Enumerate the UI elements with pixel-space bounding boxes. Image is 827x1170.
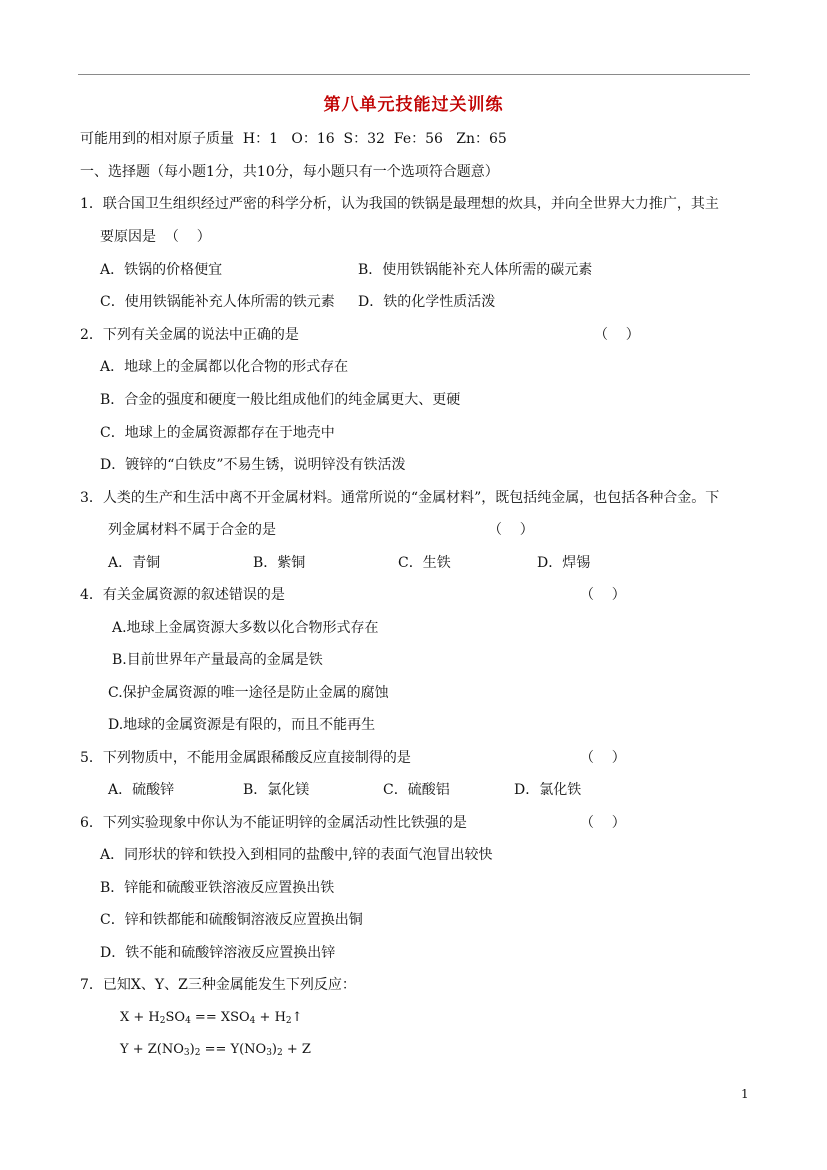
q2-option-a: A．地球上的金属都以化合物的形式存在 <box>100 359 349 375</box>
q4-option-b: B.目前世界年产量最高的金属是铁 <box>112 652 323 668</box>
q4-option-c: C.保护金属资源的唯一途径是防止金属的腐蚀 <box>108 685 389 701</box>
q5-option-d: D．氯化铁 <box>514 782 582 798</box>
q3-answer-bracket: （ ） <box>488 522 534 538</box>
q5-option-a: A．硫酸锌 <box>108 782 175 798</box>
q4-option-a: A.地球上金属资源大多数以化合物形式存在 <box>112 620 379 636</box>
section-heading: 一、选择题（每小题1分，共10分，每小题只有一个选项符合题意） <box>80 164 499 180</box>
q6-option-b: B．锌能和硫酸亚铁溶液反应置换出铁 <box>100 880 335 896</box>
q4-answer-bracket: （ ） <box>580 587 626 603</box>
q3-stem-line2: 列金属材料不属于合金的是 <box>108 522 276 538</box>
page-title: 第八单元技能过关训练 <box>323 95 504 115</box>
q7-equation-2: $Y + Z(NO_3)_2 == Y(NO_3)_2 + Z$ <box>120 1042 311 1058</box>
q1-option-d: D．铁的化学性质活泼 <box>358 294 496 310</box>
q5-answer-bracket: （ ） <box>580 750 626 766</box>
q1-stem-line2: 要原因是 （ ） <box>100 229 211 245</box>
q2-option-b: B．合金的强度和硬度一般比组成他们的纯金属更大、更硬 <box>100 392 461 408</box>
q6-stem: 6．下列实验现象中你认为不能证明锌的金属活动性比铁强的是 <box>80 815 467 831</box>
q6-option-c: C．锌和铁都能和硫酸铜溶液反应置换出铜 <box>100 912 363 928</box>
q3-option-a: A．青铜 <box>108 555 161 571</box>
q6-option-d: D．铁不能和硫酸锌溶液反应置换出锌 <box>100 945 336 961</box>
q1-option-c: C．使用铁锅能补充人体所需的铁元素 <box>100 294 335 310</box>
q3-option-b: B．紫铜 <box>253 555 306 571</box>
atomic-masses: 可能用到的相对原子质量 H：1 O：16 S：32 Fe：56 Zn：65 <box>80 131 507 147</box>
q4-option-d: D.地球的金属资源是有限的，而且不能再生 <box>108 717 376 733</box>
page-number: 1 <box>741 1087 749 1101</box>
q4-stem: 4．有关金属资源的叙述错误的是 <box>80 587 285 603</box>
q5-stem: 5．下列物质中，不能用金属跟稀酸反应直接制得的是 <box>80 750 411 766</box>
q1-stem-line1: 1．联合国卫生组织经过严密的科学分析，认为我国的铁锅是最理想的炊具，并向全世界大力推广，其主 <box>80 196 719 212</box>
q3-stem-line1: 3．人类的生产和生活中离不开金属材料。通常所说的“金属材料”，既包括纯金属，也包括各种合金。下 <box>80 490 720 506</box>
q5-option-c: C．硫酸铝 <box>383 782 450 798</box>
q2-stem: 2．下列有关金属的说法中正确的是 <box>80 327 299 343</box>
q2-option-d: D．镀锌的“白铁皮”不易生锈，说明锌没有铁活泼 <box>100 457 406 473</box>
q1-option-b: B．使用铁锅能补充人体所需的碳元素 <box>358 262 593 278</box>
q7-equation-1: $X + H_2SO_4 == XSO_4$ + $H_2↑$ <box>120 1010 303 1026</box>
q3-option-c: C．生铁 <box>398 555 451 571</box>
q3-option-d: D．焊锡 <box>537 555 591 571</box>
q2-answer-bracket: （ ） <box>594 327 640 343</box>
q6-answer-bracket: （ ） <box>580 815 626 831</box>
q5-option-b: B．氯化镁 <box>243 782 310 798</box>
q1-option-a: A．铁锅的价格便宜 <box>100 262 223 278</box>
header-rule <box>78 74 750 75</box>
q7-stem: 7．已知X、Y、Z三种金属能发生下列反应： <box>80 977 356 993</box>
q2-option-c: C．地球上的金属资源都存在于地壳中 <box>100 425 335 441</box>
q6-option-a: A．同形状的锌和铁投入到相同的盐酸中,锌的表面气泡冒出较快 <box>100 847 493 863</box>
